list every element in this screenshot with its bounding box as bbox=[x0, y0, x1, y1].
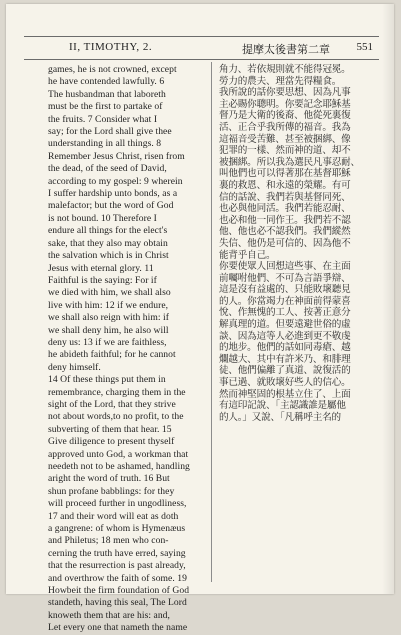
chinese-text-line: 我所說的話你要思想、因為凡事 bbox=[219, 87, 351, 99]
book-chapter-heading-chinese: 提摩太後書第二章 bbox=[242, 43, 330, 56]
english-text-line: knoweth them that are his: and, bbox=[48, 609, 170, 621]
english-text-line: I suffer hardship unto bonds, as a bbox=[48, 188, 178, 200]
chinese-text-line: 他、他也必不認我們。我們縱然 bbox=[219, 226, 351, 238]
chinese-text-line: 悅、作無愧的工人、按著正意分 bbox=[219, 307, 351, 319]
english-text-line: we shall deny him, he also will bbox=[48, 324, 169, 336]
english-text-line: not about words,to no profit, to the bbox=[48, 411, 184, 423]
english-text-line: the fruits. 7 Consider what I bbox=[48, 113, 158, 125]
english-text-line: games, he is not crowned, except bbox=[48, 64, 177, 75]
english-text-line: sight of the Lord, that they strive bbox=[48, 398, 176, 410]
chinese-text-line: 前囑咐他們、不可為言語爭辯、 bbox=[219, 272, 351, 284]
english-text-line: the dead, of the seed of David, bbox=[48, 163, 167, 175]
english-text-line: deny us: 13 if we are faithless, bbox=[48, 336, 167, 348]
english-text-line: sake, that they also may obtain bbox=[48, 237, 168, 249]
english-text-line: Jesus with eternal glory. 11 bbox=[48, 262, 154, 274]
english-text-line: standeth, having this seal, The Lord bbox=[48, 597, 187, 609]
bible-page bbox=[6, 4, 394, 634]
english-text-line: will proceed further in ungodliness, bbox=[48, 498, 187, 510]
chinese-text-line: 犯罪的一樣、然而神的道、却不 bbox=[219, 145, 351, 157]
english-text-line: 14 Of these things put them in bbox=[48, 374, 166, 386]
english-text-line: is not bound. 10 Therefore I bbox=[48, 212, 157, 224]
english-text-line: say; for the Lord shall give thee bbox=[48, 126, 172, 138]
chinese-text-line: 這福音受苦難、甚至被捆綁、像 bbox=[219, 133, 351, 145]
chinese-text-line: 解真理的道。但要遠避世俗的虛 bbox=[219, 319, 351, 331]
english-text-line: aright the word of truth. 16 But bbox=[48, 473, 170, 485]
chinese-text-line: 然而神堅固的根基立住了、上面 bbox=[219, 388, 351, 400]
chinese-text-line: 信的話說、我們若與基督同死、 bbox=[219, 191, 351, 203]
chinese-text-line: 督乃是大衛的後裔、他從死裏復 bbox=[219, 110, 351, 122]
english-text-line: cerning the truth have erred, saying bbox=[48, 547, 186, 559]
english-text-line: Howbeit the firm foundation of God bbox=[48, 585, 190, 597]
chinese-text-line: 事已過、就敗壞好些人的信心。 bbox=[219, 377, 351, 389]
english-text-line: he have contended lawfully. 6 bbox=[48, 76, 165, 88]
page-header bbox=[24, 36, 379, 60]
chinese-text-line: 能背乎自己。 bbox=[219, 249, 276, 261]
chinese-text-line: 的人。」又說、「凡稱呼主名的 bbox=[219, 411, 341, 423]
chinese-text-line: 勞力的農夫、理當先得糧食。 bbox=[219, 75, 342, 87]
english-text-line: live with him: 12 if we endure, bbox=[48, 299, 169, 311]
book-chapter-heading: II, TIMOTHY, 2. bbox=[69, 41, 153, 53]
english-text-line: remembrance, charging them in the bbox=[48, 386, 186, 398]
chinese-text-line: 這是沒有益處的、只能敗壞聽見 bbox=[219, 284, 351, 296]
chinese-text-line: 主必賜你聰明。你要記念耶穌基 bbox=[219, 98, 351, 110]
column-divider bbox=[211, 62, 212, 582]
english-text-line: deny himself. bbox=[48, 361, 101, 373]
chinese-text-line: 失信、他仍是可信的、因為他不 bbox=[219, 237, 351, 249]
english-text-line: understanding in all things. 8 bbox=[48, 138, 162, 150]
english-text-line: The husbandman that laboreth bbox=[48, 88, 166, 100]
english-text-line: a gangrene: of whom is Hymenæus bbox=[48, 523, 186, 535]
english-text-line: must be the first to partake of bbox=[48, 101, 163, 113]
english-text-column bbox=[48, 64, 208, 634]
chinese-text-line: 裏的救恩、和永遠的榮耀。有可 bbox=[219, 179, 351, 191]
english-text-line: Remember Jesus Christ, risen from bbox=[48, 150, 185, 162]
chinese-text-line: 叫他們也可以得著那在基督耶穌 bbox=[219, 168, 351, 180]
english-text-line: subverting of them that hear. 15 bbox=[48, 423, 172, 435]
english-text-line: endure all things for the elect's bbox=[48, 225, 168, 237]
english-text-line: we died with him, we shall also bbox=[48, 287, 171, 299]
chinese-text-line: 也必和他一同作王。我們若不認 bbox=[219, 214, 351, 226]
english-text-line: Faithful is the saying: For if bbox=[48, 274, 157, 286]
chinese-text-line: 活、正合乎我所傳的福音。我為 bbox=[219, 121, 351, 133]
page-number: 551 bbox=[356, 41, 373, 53]
english-text-line: the salvation which is in Christ bbox=[48, 250, 169, 262]
english-text-line: Let every one that nameth the name bbox=[48, 622, 188, 634]
english-text-line: needeth not to be ashamed, handling bbox=[48, 461, 190, 472]
chinese-text-line: 的地步。他們的話如同毒瘡、越 bbox=[219, 342, 351, 354]
english-text-line: malefactor; but the word of God bbox=[48, 200, 174, 212]
chinese-text-line: 你要使眾人回想這些事、在主面 bbox=[219, 261, 351, 273]
english-text-line: he abideth faithful; for he cannot bbox=[48, 349, 176, 361]
chinese-text-line: 徒、他們偏離了真道、說復活的 bbox=[219, 365, 351, 377]
english-text-line: according to my gospel: 9 wherein bbox=[48, 175, 183, 187]
chinese-text-line: 爛越大、其中有許米乃、和腓理 bbox=[219, 353, 351, 365]
english-text-line: shun profane babblings: for they bbox=[48, 485, 175, 497]
page-edge-shadow bbox=[382, 4, 394, 594]
english-text-line: approved unto God, a workman that bbox=[48, 448, 189, 460]
chinese-text-line: 也必與他同活。我們若能忍耐、 bbox=[219, 203, 351, 215]
chinese-text-column bbox=[219, 64, 389, 584]
chinese-text-line: 的人。你當竭力在神面前得蒙喜 bbox=[219, 295, 351, 307]
english-text-line: 17 and their word will eat as doth bbox=[48, 510, 179, 522]
chinese-text-line: 被捆綁。所以我為選民凡事忍耐、 bbox=[219, 156, 360, 168]
english-text-line: we shall also reign with him: if bbox=[48, 312, 169, 324]
chinese-text-line: 角力、若依規則就不能得冠冕。 bbox=[219, 64, 351, 75]
english-text-line: and Philetus; 18 men who con- bbox=[48, 535, 169, 547]
english-text-line: and overthrow the faith of some. 19 bbox=[48, 572, 187, 584]
english-text-line: that the resurrection is past already, bbox=[48, 560, 186, 572]
english-text-line: Give diligence to present thyself bbox=[48, 436, 175, 448]
chinese-text-line: 有這印記說、「主認識誰是屬他 bbox=[219, 400, 346, 412]
chinese-text-line: 談、因為這等人必進到更不敬虔 bbox=[219, 330, 351, 342]
